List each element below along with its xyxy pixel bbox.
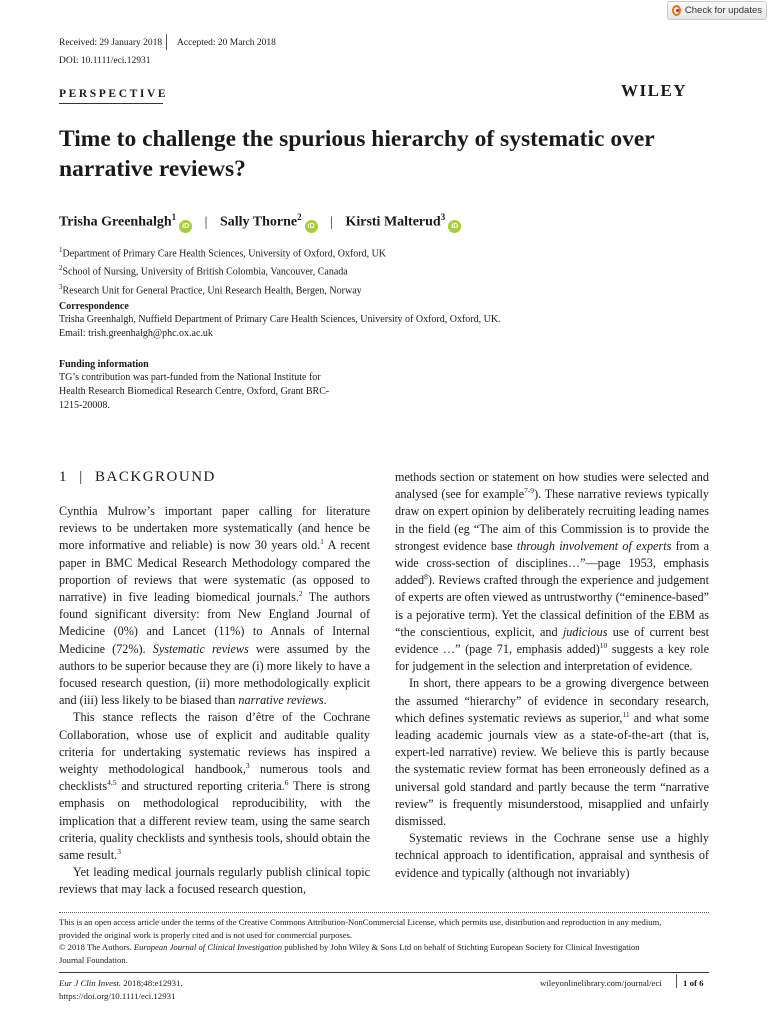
citation-volume: 2018;48:e12931.	[121, 978, 183, 988]
author-affiliation-number: 1	[171, 212, 177, 222]
affiliation	[59, 243, 386, 261]
body-paragraph: methods section or statement on how studies were selected and analysed (see for example$^{7-9}$). These narrative reviews typically draw on expert opinion by deliberately recruiting leading names in the field (eg “The aim of this Commission is to provide the strongest evidence base through involvement of experts from a wide cross-section of disciplines…”—page 1953, emphasis added$^8$). Reviews crafted through the experience and judgement of experts are often viewed as untrustworthy (“eminence-based” is a pejorative term). Yet the classical definition of the EBM as “the conscientious, explicit, and judicious use of current best evidence …” (page 71, emphasis added)$^{10}$ suggests a key role for judgement in the selection and interpretation of evidence.	[395, 470, 710, 674]
affiliation	[59, 280, 386, 298]
affiliations	[59, 243, 386, 298]
author-affiliation-number: 2	[297, 212, 302, 222]
footer-divider	[59, 912, 709, 913]
copyright-text	[59, 941, 709, 954]
license-text: provided the original work is properly cited and is not used for commercial purposes.	[59, 929, 353, 940]
author-separator: |	[330, 214, 333, 230]
accepted-date: Accepted: 20 March 2018	[177, 38, 276, 48]
correspondence-block	[59, 301, 501, 341]
orcid-icon[interactable]: iD	[305, 220, 318, 233]
publisher-logo: WILEY	[621, 81, 688, 100]
journal-site-link[interactable]: wileyonlinelibrary.com/journal/eci	[540, 978, 662, 988]
body-column-left	[59, 503, 370, 899]
author-name: Trisha Greenhalgh	[59, 214, 172, 230]
affiliation-text: Research Unit for General Practice, Uni Research Health, Bergen, Norway	[62, 284, 362, 296]
citation-doi-link[interactable]: https://doi.org/10.1111/eci.12931	[59, 990, 176, 1001]
copyright-prefix: © 2018 The Authors.	[59, 942, 134, 952]
affiliation-text: School of Nursing, University of British Colombia, Vancouver, Canada	[62, 266, 348, 278]
affiliation-number: 2	[59, 264, 63, 273]
correspondence-email[interactable]: Email: trish.greenhalgh@phc.ox.ac.uk	[59, 328, 213, 339]
funding-text-line: 1215-20008.	[59, 400, 110, 411]
citation	[59, 977, 183, 1002]
copyright-journal: European Journal of Clinical Investigation	[133, 942, 283, 952]
funding-block	[59, 359, 329, 413]
header-divider	[166, 34, 167, 50]
funding-text-line: TG’s contribution was part-funded from the National Institute for	[59, 372, 321, 383]
orcid-icon[interactable]: iD	[448, 220, 461, 233]
body-paragraph: Yet leading medical journals regularly publish clinical topic reviews that may lack a focused research question,	[59, 865, 370, 897]
section-heading-separator: |	[79, 469, 84, 485]
body-paragraph: This stance reflects the raison d’être of the Cochrane Collaboration, whose use of explicit and auditable quality criteria for undertaking systematic reviews has inspired a weighty methodological handbook,$^3$ numerous tools and checklists$^{4,5}$ and structured reporting criteria.$^6$ There is strong emphasis on methodological reproducibility, with the implication that a different review team, using the same search criteria, quality checklists and synthesis tools, should obtain the same result.$^3$	[59, 710, 370, 863]
author-affiliation-number: 3	[440, 212, 446, 222]
author-separator: |	[204, 214, 208, 230]
check-for-updates-button[interactable]	[667, 1, 767, 20]
doi: DOI: 10.1111/eci.12931	[59, 56, 151, 66]
citation-journal: Eur J Clin Invest.	[59, 978, 122, 988]
body-paragraph: Cynthia Mulrow’s important paper calling for literature reviews to be undertaken more systematically (and hence be more informative and reliable) is now 30 years old.$^1$ A recent paper in BMC Medical Research Methodology compared the proportion of reviews that were systematic (as opposed to narrative) in five leading biomedical journals.$^2$ The authors found significant diversity: from New England Journal of Medicine (0%) and Lancet (11%) to Annals of Internal Medicine (72%). Systematic reviews were assumed by the authors to be superior because they are (i) more likely to have a focused research question, (ii) more methodologically explicit and (iii) less likely to be biased than narrative reviews.	[59, 504, 370, 708]
orcid-icon[interactable]: iD	[179, 220, 192, 233]
author-name: Sally Thorne	[219, 214, 298, 230]
license-text: This is an open access article under the terms of the Creative Commons Attribution-NonCommercial License, which permits use, distribution and reproduction in any medium,	[59, 917, 662, 927]
page-number: 1 of 6	[683, 978, 704, 988]
funding-label: Funding information	[59, 359, 149, 370]
section-number: 1	[59, 469, 68, 485]
copyright-suffix: published by John Wiley & Sons Ltd on behalf of Stichting European Society for Clinical Investigation	[282, 942, 640, 952]
funding-text-line: Health Research Biomedical Research Centre, Oxford, Grant BRC-	[59, 386, 330, 397]
affiliation-text: Department of Primary Care Health Sciences, University of Oxford, Oxford, UK	[62, 248, 387, 260]
crossmark-icon	[672, 5, 681, 16]
correspondence-address: Trisha Greenhalgh, Nuffield Department of Primary Care Health Sciences, University of Oxford, Oxford, UK.	[59, 314, 501, 325]
affiliation-number: 3	[59, 282, 63, 291]
body-column-right	[395, 469, 709, 882]
check-for-updates-label: Check for updates	[684, 5, 762, 16]
license-note	[59, 916, 709, 966]
section-title: BACKGROUND	[95, 469, 216, 485]
citation-line	[59, 977, 183, 990]
received-date: Received: 29 January 2018	[59, 38, 163, 48]
section-underline	[59, 103, 163, 104]
page-divider	[676, 974, 677, 988]
body-paragraph: In short, there appears to be a growing divergence between the assumed “hierarchy” of evidence in secondary research, which defines systematic reviews as superior,$^{11}$ and what some leading academic journals view as a state-of-the-art (that is, expert-led narrative) review. We believe this is partly because the systematic review format has been erroneously defined as a universal gold standard and partly because the term “narrative review” is frequently misunderstood, misapplied and unfairly dismissed.	[395, 676, 709, 829]
section-heading	[59, 469, 216, 486]
article-title: Time to challenge the spurious hierarchy of systematic over narrative reviews?	[59, 126, 655, 182]
affiliation	[59, 261, 386, 279]
section-label: PERSPECTIVE	[59, 88, 169, 100]
affiliation-number: 1	[59, 246, 63, 254]
bottom-divider	[59, 972, 709, 973]
body-paragraph: Systematic reviews in the Cochrane sense use a highly technical approach to identification, appraisal and synthesis of evidence and typically (although not invariably)	[395, 831, 709, 880]
correspondence-label: Correspondence	[59, 301, 129, 312]
copyright-text: Journal Foundation.	[59, 954, 128, 965]
author-list	[59, 212, 461, 233]
author-name: Kirsti Malterud	[345, 214, 441, 230]
